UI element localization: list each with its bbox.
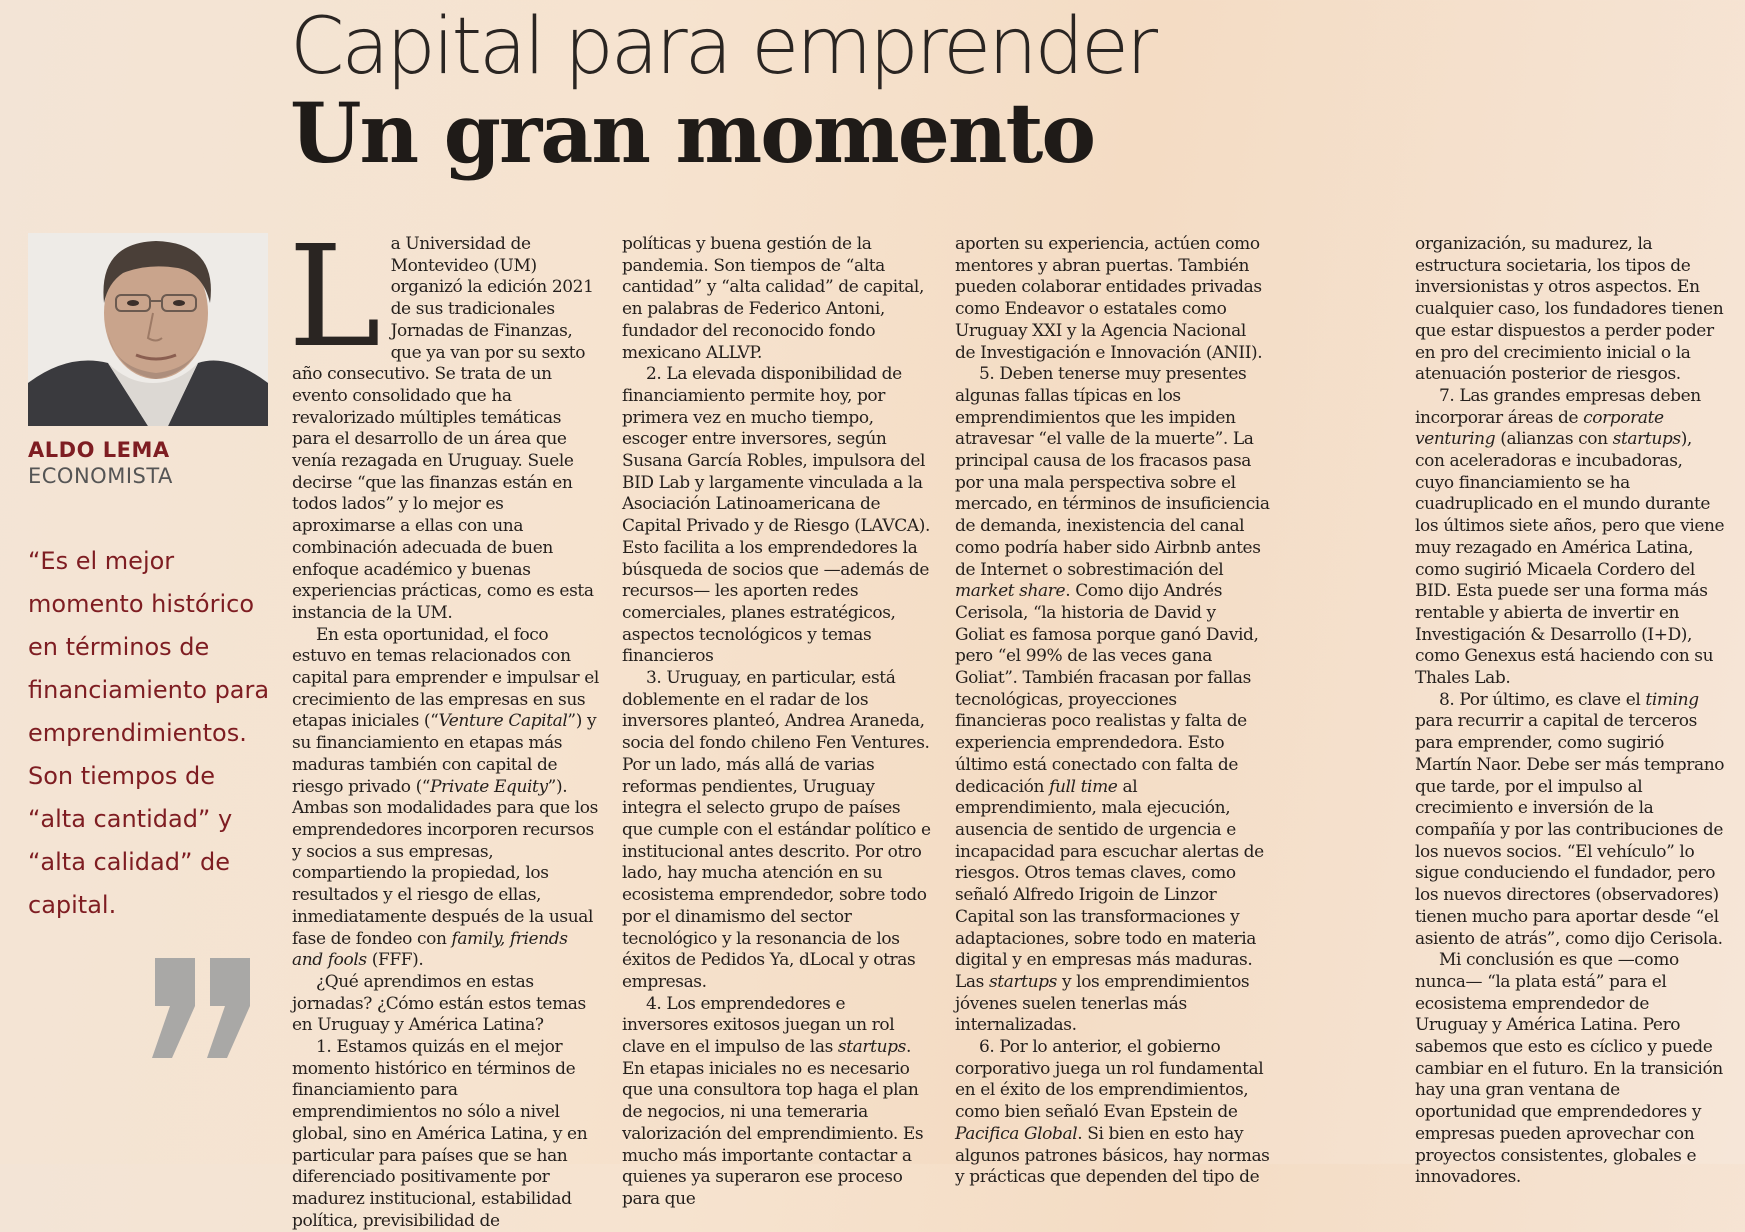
pull-quote: “Es el mejor momento histórico en términos de financiamiento para emprendimientos. Son tiempos de “alta cantidad” y “alta calidad” de capital. (28, 547, 270, 919)
author-name: ALDO LEMA (28, 438, 170, 462)
paragraph: ¿Qué aprendimos en estas jornadas? ¿Cómo están estos temas en Uruguay y América Latina? (292, 971, 586, 1036)
paragraph: organización, su madurez, la estructura societaria, los tipos de inversionistas y otros aspectos. En cualquier caso, los fundadores tienen que estar dispuestos a perder poder en pro del crecimiento inicial o la atenuación posterior de riesgos. (1415, 234, 1724, 385)
article-column-4 (1415, 234, 1725, 1188)
paragraph: 8. Por último, es clave el timing para recurrir a capital de terceros para emprender, como sugirió Martín Naor. Debe ser más temprano que tarde, por el impulso al crecimiento e inversión de la compañía y por las contribuciones de los nuevos socios. “El vehículo” lo sigue conduciendo el fundador, pero los nuevos directores (observadores) tienen mucho para aportar desde “el asiento de atrás”, como dijo Cerisola. (1415, 689, 1725, 949)
closing-quote-icon (150, 958, 260, 1058)
author-photo (28, 233, 268, 426)
paragraph: aporten su experiencia, actúen como mentores y abran puertas. También pueden colaborar entidades privadas como Endeavor o estatales como Uruguay XXI y la Agencia Nacional de Investigación e Innovación (ANII). (955, 234, 1263, 363)
headline: Un gran momento (290, 86, 1095, 182)
paragraph: 1. Estamos quizás en el mejor momento histórico en términos de financiamiento para emprendimientos no sólo a nivel global, sino en América Latina, y en particular para países que se han diferenciado positivamente por madurez institucional, estabilidad política, previsibilidad de (292, 1037, 588, 1231)
paragraph: 2. La elevada disponibilidad de financiamiento permite hoy, por primera vez en mucho tiempo, escoger entre inversores, según Susana García Robles, impulsora del BID Lab y largamente vinculada a la Asociación Latinoamericana de Capital Privado y de Riesgo (LAVCA). Esto facilita a los emprendedores la búsqueda de socios que —además de recursos— les aporten redes comerciales, planes estratégicos, aspectos tecnológicos y temas financieros (622, 364, 930, 667)
paragraph: Mi conclusión es que —como nunca— “la plata está” para el ecosistema emprendedor de Uruguay y América Latina. Pero sabemos que esto es cíclico y puede cambiar en el futuro. En la transición hay una gran ventana de oportunidad que emprendedores y empresas pueden aprovechar con proyectos consistentes, globales e innovadores. (1415, 950, 1723, 1188)
paragraph: 6. Por lo anterior, el gobierno corporativo juega un rol fundamental en el éxito de los emprendimientos, como bien señaló Evan Epstein de Pacifica Global. Si bien en esto hay algunos patrones básicos, hay normas y prácticas que dependen del tipo de (955, 1037, 1270, 1188)
paragraph: a Universidad de Montevideo (UM) organizó la edición 2021 de sus tradicionales Jornadas de Finanzas, que ya van por su sexto año consecutivo. Se trata de un evento consolidado que ha revalorizado múltiples temáticas para el desarrollo de un área que venía rezagada en Uruguay. Suele decirse “que las finanzas están en todos lados” y lo mejor es aproximarse a ellas con una combinación adecuada de buen enfoque académico y buenas experiencias prácticas, como es esta instancia de la UM. (292, 234, 594, 623)
kicker-title: Capital para emprender (290, 2, 1156, 92)
paragraph: 5. Deben tenerse muy presentes algunas fallas típicas en los emprendimientos que les impiden atravesar “el valle de la muerte”. La principal causa de los fracasos pasa por una mala perspectiva sobre el mercado, en términos de insuficiencia de demanda, inexistencia del canal como podría haber sido Airbnb antes de Internet o sobrestimación del market share. Como dijo Andrés Cerisola, “la historia de David y Goliat es famosa porque ganó David, pero “el 99% de las veces gana Goliat”. También fracasan por fallas tecnológicas, proyecciones financieras poco realistas y falta de experiencia emprendedora. Esto último está conectado con falta de dedicación full time al emprendimiento, mala ejecución, ausencia de sentido de urgencia e incapacidad para escuchar alertas de riesgos. Otros temas claves, como señaló Alfredo Irigoin de Linzor Capital son las transformaciones y adaptaciones, sobre todo en materia digital y en empresas más maduras. Las startups y los emprendimientos jóvenes suelen tenerlas más internalizadas. (955, 364, 1270, 1036)
paragraph: 7. Las grandes empresas deben incorporar áreas de corporate venturing (alianzas con startups), con aceleradoras e incubadoras, cuyo financiamiento se ha cuadruplicado en el mundo durante los últimos siete años, pero que viene muy rezagado en América Latina, como sugirió Micaela Cordero del BID. Esta puede ser una forma más rentable y abierta de invertir en Investigación & Desarrollo (I+D), como Genexus está haciendo con su Thales Lab. (1415, 385, 1725, 689)
paragraph: 3. Uruguay, en particular, está doblemente en el radar de los inversores planteó, Andrea Araneda, socia del fondo chileno Fen Ventures. Por un lado, más allá de varias reformas pendientes, Uruguay integra el selecto grupo de países que cumple con el estándar político e institucional antes descrito. Por otro lado, hay mucha atención en su ecosistema emprendedor, sobre todo por el dinamismo del sector tecnológico y la resonancia de los éxitos de Pedidos Ya, dLocal y otras empresas. (622, 668, 931, 992)
drop-cap: L (288, 216, 381, 379)
article-column-1 (288, 216, 602, 1231)
author-role: ECONOMISTA (28, 464, 173, 488)
paragraph: políticas y buena gestión de la pandemia. Son tiempos de “alta cantidad” y “alta calidad” de capital, en palabras de Federico Antoni, fundador del reconocido fondo mexicano ALLVP. (622, 234, 924, 363)
paragraph: En esta oportunidad, el foco estuvo en temas relacionados con capital para emprender e impulsar el crecimiento de las empresas en sus etapas iniciales (“Venture Capital”) y su financiamiento en etapas más maduras también con capital de riesgo privado (“Private Equity”). Ambas son modalidades para que los emprendedores incorporen recursos y socios a sus empresas, compartiendo la propiedad, los resultados y el riesgo de ellas, inmediatamente después de la usual fase de fondeo con family, friends and fools (FFF). (292, 624, 599, 971)
article-column-3 (955, 234, 1270, 1188)
paragraph: 4. Los emprendedores e inversores exitosos juegan un rol clave en el impulso de las startups. En etapas iniciales no es necesario que una consultora top haga el plan de negocios, ni una temeraria valorización del emprendimiento. Es mucho más importante contactar a quienes ya superaron ese proceso para que (622, 993, 924, 1209)
article-column-2 (622, 234, 932, 1209)
